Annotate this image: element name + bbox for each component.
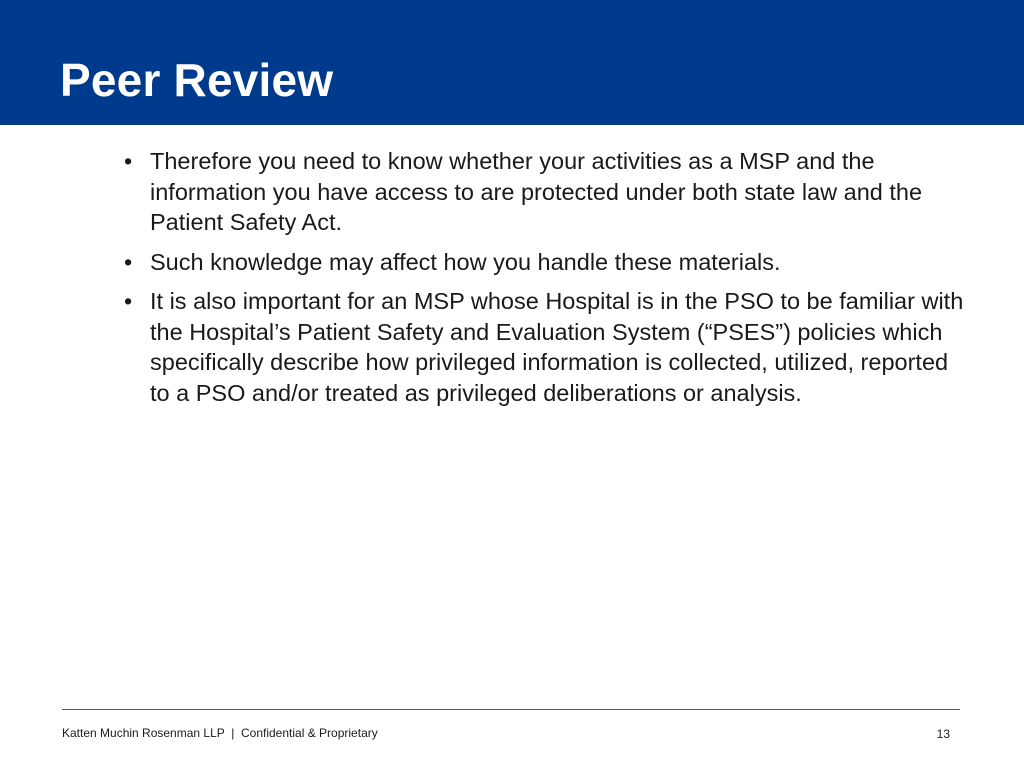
bullet-text: Therefore you need to know whether your activities as a MSP and the information you have access to are protected under both state law and the Patient Safety Act. xyxy=(150,148,923,235)
title-bar xyxy=(0,0,1024,125)
bullet-item xyxy=(120,286,965,408)
bullet-marker: • xyxy=(124,288,133,314)
footer-text: Katten Muchin Rosenman LLP | Confidential & Proprietary xyxy=(62,726,378,740)
bullet-list xyxy=(120,146,965,417)
slide-title: Peer Review xyxy=(60,54,334,106)
bullet-text: It is also important for an MSP whose Hospital is in the PSO to be familiar with the Hospital’s Patient Safety and Evaluation System (“PSES”) policies which specifically describe how privileged information is collected, utilized, reported to a PSO and/or treated as privileged deliberations or analysis. xyxy=(150,288,964,406)
bullet-item xyxy=(120,146,965,238)
bullet-text: Such knowledge may affect how you handle these materials. xyxy=(150,248,781,275)
bullet-marker: • xyxy=(124,148,133,174)
footer-divider xyxy=(62,709,960,710)
bullet-item xyxy=(120,247,965,278)
page-number: 13 xyxy=(936,727,950,741)
bullet-marker: • xyxy=(124,248,133,275)
